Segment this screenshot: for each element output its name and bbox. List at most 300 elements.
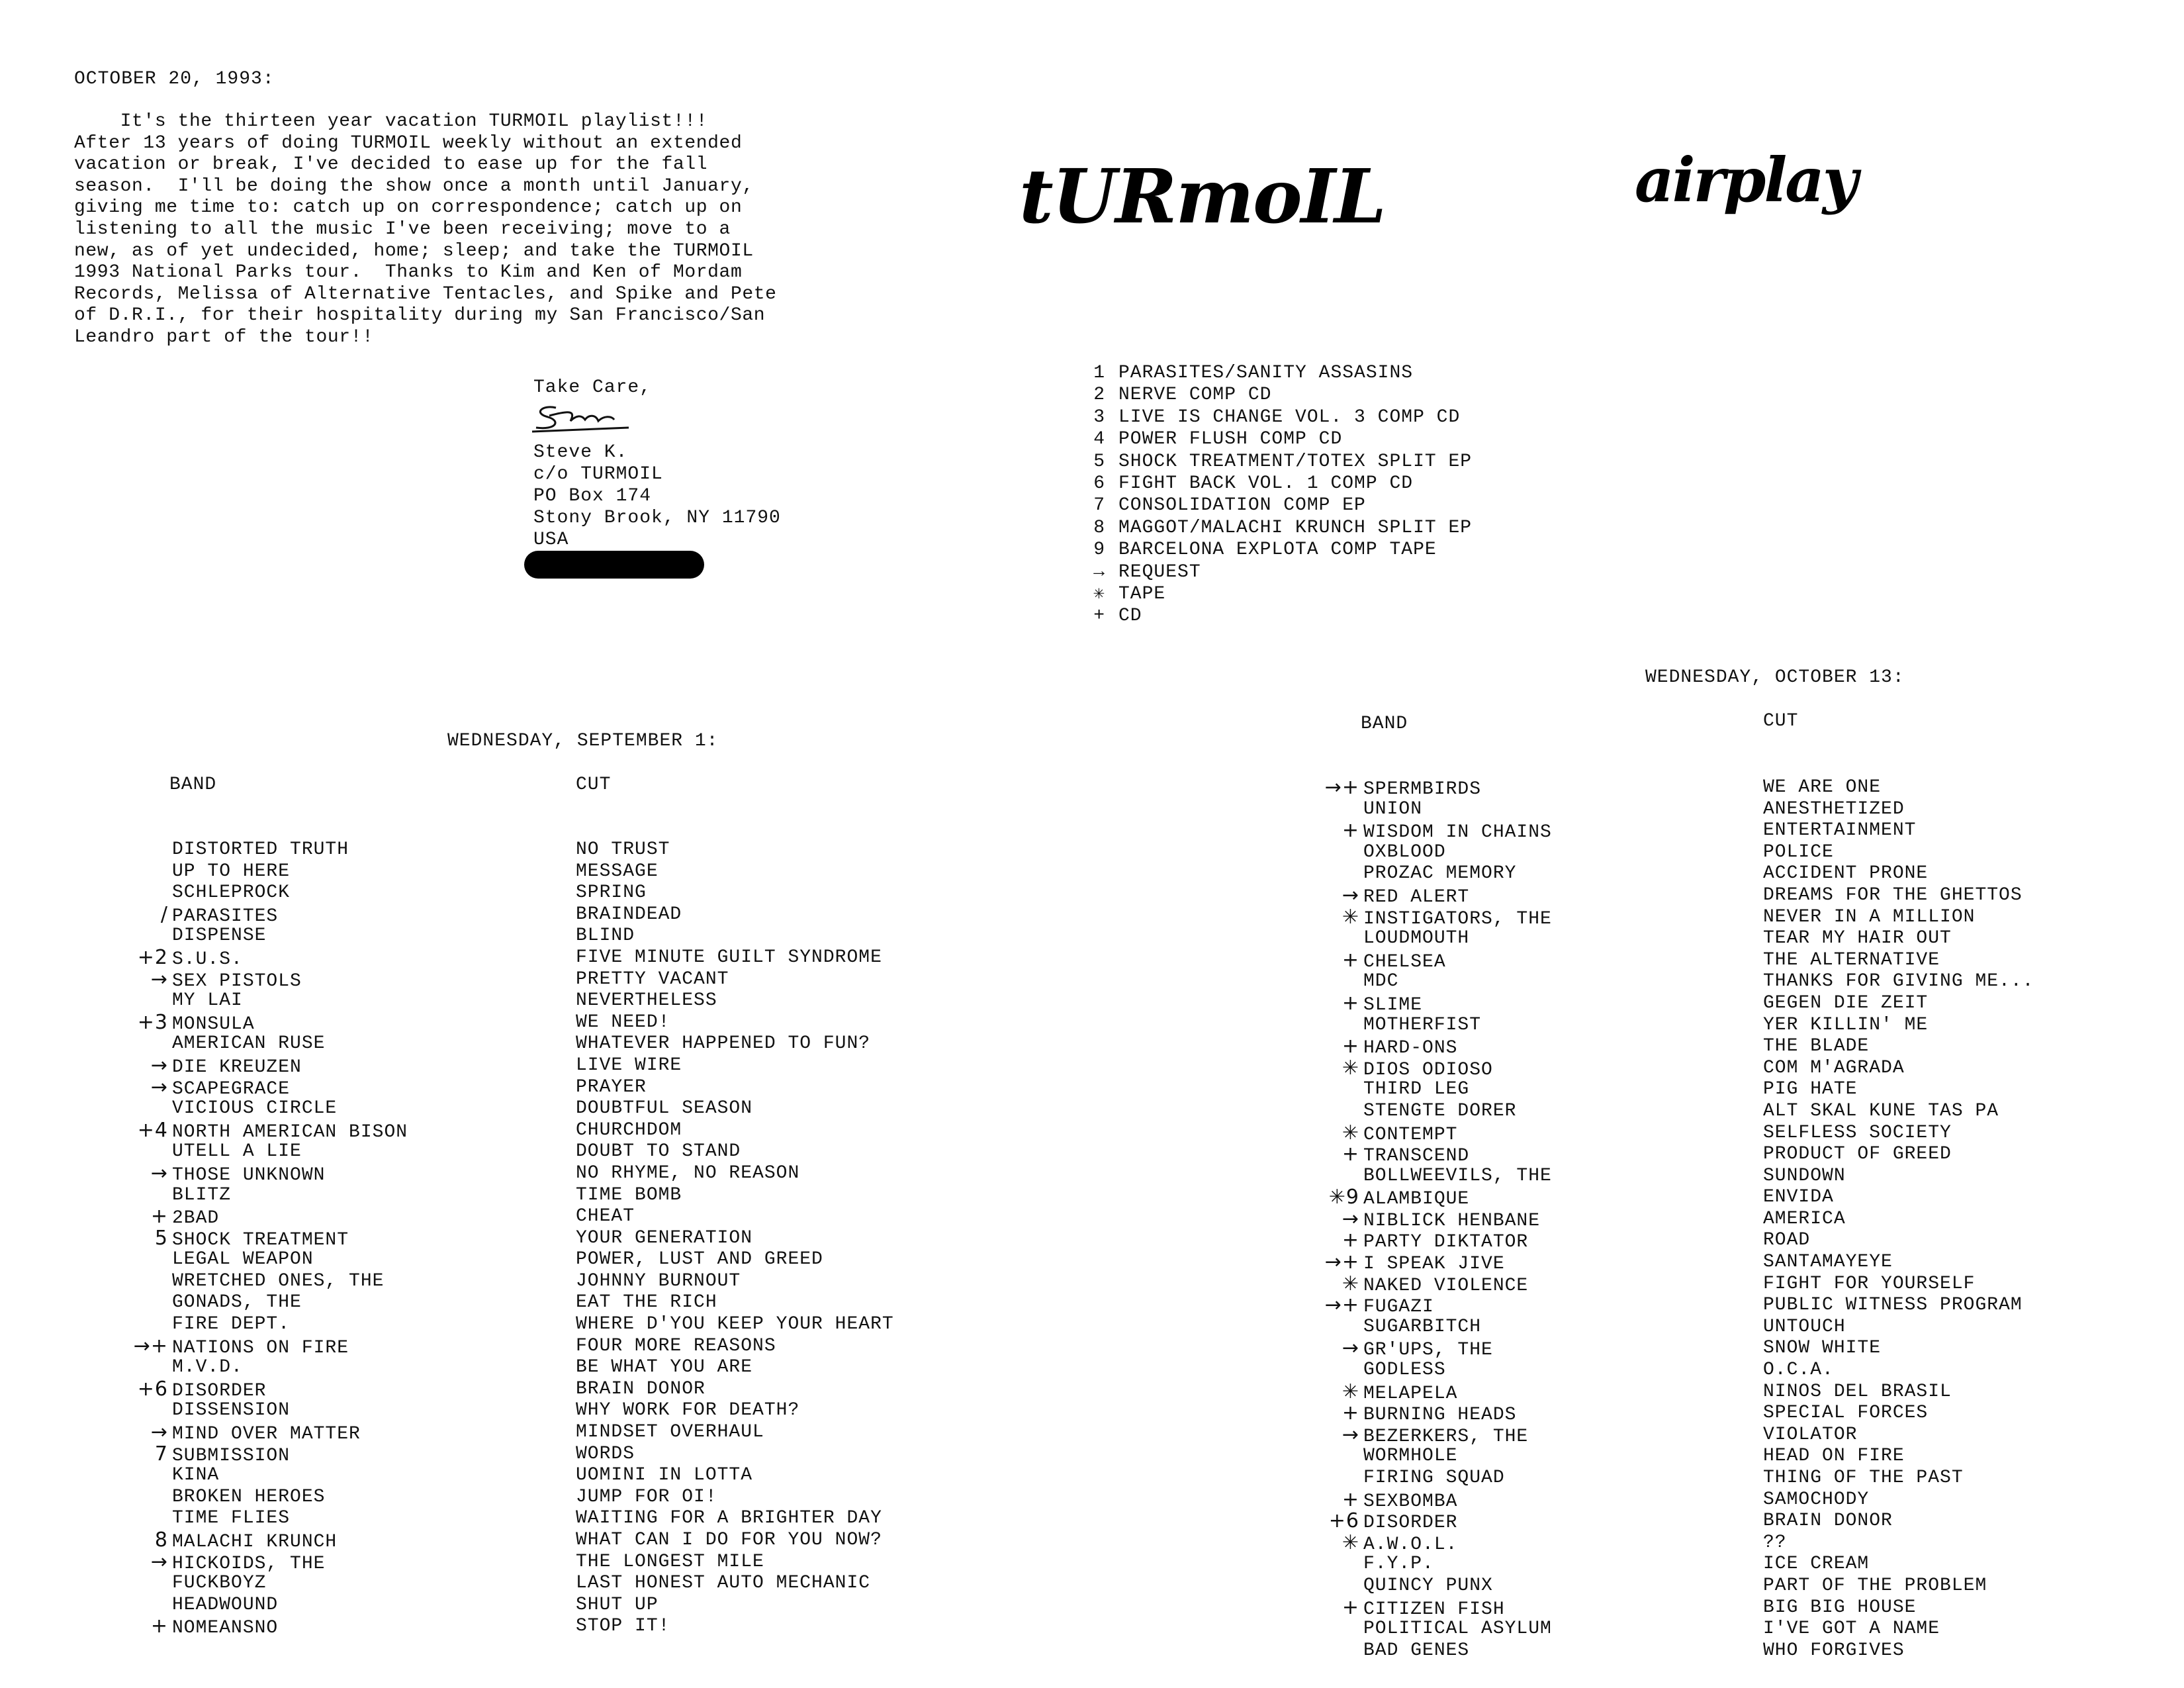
cut-title: FIVE MINUTE GUILT SYNDROME [576,947,882,968]
airplay-text: PARASITES/SANITY ASSASINS [1118,363,1414,383]
cut-title: ICE CREAM [1763,1554,1870,1575]
cut-title: PIG HATE [1763,1079,1858,1100]
playlist-row [102,1421,764,1445]
airplay-mark: 7 [1093,495,1105,516]
playlist-mark: →+ [1324,1250,1359,1274]
airplay-mark: 2 [1093,385,1105,406]
band-name: BURNING HEADS [1363,1405,1517,1426]
letter-line: Leandro part of the tour!! [74,326,374,348]
playlist-row [1293,1100,1999,1123]
cut-title: THE LONGEST MILE [576,1551,764,1572]
cut-title: STOP IT! [576,1616,670,1637]
airplay-mark: 1 [1093,363,1105,383]
band-name: SHOCK TREATMENT [172,1229,349,1250]
band-name: SCAPEGRACE [172,1078,291,1100]
cut-title: EAT THE RICH [576,1292,717,1313]
band-name: PARASITES [172,906,279,927]
band-name: MALACHI KRUNCH [172,1532,338,1552]
band-name: VICIOUS CIRCLE [172,1098,338,1119]
playlist-mark: ✳ [1342,1272,1359,1295]
cut-title: WHY WORK FOR DEATH? [576,1400,800,1421]
playlist-row [102,1508,882,1530]
cut-title: BRAIN DONOR [576,1378,705,1399]
band-name: 2BAD [172,1208,220,1229]
band-name: PROZAC MEMORY [1363,863,1517,884]
cut-title: WHATEVER HAPPENED TO FUN? [576,1033,871,1055]
turmoil-logo: tURmoIL [1019,154,1385,240]
playlist-mark: +6 [137,1377,168,1401]
airplay-text: POWER FLUSH COMP CD [1118,429,1343,450]
cut-title: NEVERTHELESS [576,990,717,1011]
airplay-item [1059,473,1472,495]
redacted-phone [524,551,704,579]
cut-title: ?? [1763,1532,1787,1553]
cut-title: BIG BIG HOUSE [1763,1597,1917,1618]
band-name: UP TO HERE [172,861,291,882]
address-line: PO Box 174 [533,486,652,506]
letter-date: OCTOBER 20, 1993: [74,69,275,89]
cut-title: PUBLIC WITNESS PROGRAM [1763,1295,2023,1316]
playlist-row [1293,1165,1846,1188]
band-name: BLITZ [172,1184,232,1205]
band-name: LOUDMOUTH [1363,928,1470,949]
cut-title: LAST HONEST AUTO MECHANIC [576,1573,871,1594]
band-name: NIBLICK HENBANE [1363,1210,1541,1231]
band-name: THOSE UNKNOWN [172,1164,326,1186]
playlist-mark: + [1342,991,1359,1015]
cut-title: WAITING FOR A BRIGHTER DAY [576,1508,882,1529]
cut-title: PRODUCT OF GREED [1763,1144,1952,1165]
sept-cut-header: CUT [576,774,612,795]
cut-title: TIME BOMB [576,1184,682,1205]
playlist-row [1293,1014,1929,1037]
airplay-text: REQUEST [1118,561,1201,583]
band-name: FIRE DEPT. [172,1314,291,1335]
playlist-row [1293,1360,1834,1382]
band-name: BOLLWEEVILS, THE [1363,1165,1552,1186]
playlist-row [102,967,729,992]
band-name: NOMEANSNO [172,1618,279,1639]
playlist-row [102,1594,659,1617]
playlist-row [102,925,635,947]
playlist-mark: +4 [137,1118,168,1142]
playlist-row [102,1357,753,1379]
address-line: Stony Brook, NY 11790 [533,508,781,528]
cut-title: THING OF THE PAST [1763,1468,1964,1488]
playlist-mark: + [150,1205,168,1229]
playlist-row [102,945,882,970]
band-name: DISSENSION [172,1400,291,1421]
oct-band-header: BAND [1361,714,1408,734]
playlist-mark: + [1342,1229,1359,1252]
playlist-row [1293,928,1952,950]
band-name: POLITICAL ASYLUM [1363,1618,1552,1640]
cut-title: SPECIAL FORCES [1763,1403,1929,1424]
airplay-list [1059,363,1472,628]
airplay-mark: 5 [1093,451,1105,472]
cut-title: MINDSET OVERHAUL [576,1422,764,1443]
playlist-row [102,1270,741,1293]
playlist-mark: + [1342,819,1359,843]
band-name: FUGAZI [1363,1297,1434,1318]
playlist-row [102,1528,882,1552]
airplay-item [1059,606,1472,628]
oct-heading: WEDNESDAY, OCTOBER 13: [1645,667,1905,688]
playlist-row [102,1292,717,1314]
band-name: BROKEN HEROES [172,1486,326,1507]
airplay-mark: 4 [1093,429,1105,450]
playlist-mark: → [1342,1207,1359,1231]
cut-title: ALT SKAL KUNE TAS PA [1763,1100,1999,1121]
band-name: INSTIGATORS, THE [1363,908,1552,929]
playlist-row [102,1615,670,1639]
airplay-text: MAGGOT/MALACHI KRUNCH SPLIT EP [1118,517,1473,538]
band-name: SCHLEPROCK [172,882,291,904]
cut-title: BRAIN DONOR [1763,1511,1893,1532]
letter-line: 1993 National Parks tour. Thanks to Kim and Ken of Mordam [74,262,743,283]
playlist-row [1293,1640,1905,1662]
band-name: S.U.S. [172,949,243,970]
cut-title: CHEAT [576,1206,635,1227]
cut-title: AMERICA [1763,1208,1846,1229]
letter-line: giving me time to: catch up on correspondence; catch up on [74,197,743,218]
band-name: MY LAI [172,990,243,1011]
band-name: DISORDER [172,1380,267,1401]
band-name: MONSULA [172,1013,255,1035]
playlist-row [102,1141,741,1163]
playlist-mark: + [1342,1487,1359,1511]
cut-title: LIVE WIRE [576,1055,682,1076]
playlist-row [1293,1487,1870,1512]
playlist-row [1293,1250,1893,1275]
playlist-mark: ✳ [1342,1121,1359,1145]
cut-title: DOUBT TO STAND [576,1141,741,1162]
airplay-text: CD [1118,606,1142,627]
band-name: GONADS, THE [172,1292,302,1313]
band-name: OXBLOOD [1363,841,1446,863]
playlist-row [102,1486,717,1509]
airplay-item [1059,407,1472,429]
cut-title: SELFLESS SOCIETY [1763,1122,1952,1143]
airplay-mark: ✳ [1093,583,1105,604]
band-name: DISTORTED TRUTH [172,839,349,860]
playlist-row [102,1442,635,1466]
band-name: M.V.D. [172,1357,243,1378]
band-name: CITIZEN FISH [1363,1599,1505,1620]
cut-title: UOMINI IN LOTTA [576,1465,753,1486]
letter-line: of D.R.I., for their hospitality during my San Francisco/San [74,305,766,326]
signature [529,401,635,434]
cut-title: UNTOUCH [1763,1316,1846,1337]
playlist-mark: → [150,1550,168,1573]
band-name: TRANSCEND [1363,1146,1470,1167]
band-name: PARTY DIKTATOR [1363,1232,1529,1253]
cut-title: ROAD [1763,1230,1811,1251]
playlist-row [1293,1229,1811,1253]
band-name: RED ALERT [1363,886,1470,908]
playlist-row [102,1334,776,1358]
band-name: LEGAL WEAPON [172,1249,314,1270]
cut-title: WE ARE ONE [1763,777,1882,798]
letter-line: season. I'll be doing the show once a month until January, [74,175,754,197]
playlist-row [102,1075,647,1100]
airplay-mark: 3 [1093,406,1105,428]
cut-title: JOHNNY BURNOUT [576,1270,741,1291]
band-name: STENGTE DORER [1363,1100,1517,1121]
playlist-row [1293,863,1929,885]
band-name: QUINCY PUNX [1363,1575,1493,1596]
playlist-row [1293,819,1917,843]
cut-title: DOUBTFUL SEASON [576,1098,753,1119]
cut-title: HEAD ON FIRE [1763,1446,1905,1467]
playlist-row [102,1053,682,1078]
playlist-row [1293,1468,1964,1489]
airplay-mark: + [1093,606,1105,627]
band-name: THIRD LEG [1363,1079,1470,1100]
cut-title: CHURCHDOM [576,1119,682,1141]
playlist-row [1293,1423,1858,1447]
band-name: SUGARBITCH [1363,1316,1482,1337]
airplay-text: CONSOLIDATION COMP EP [1118,495,1366,516]
playlist-row [102,882,647,904]
airplay-item [1059,363,1472,385]
airplay-item [1059,562,1472,584]
cut-title: VIOLATOR [1763,1424,1858,1445]
airplay-item [1059,539,1472,561]
sept-band-header: BAND [169,774,217,795]
playlist-mark: →+ [133,1334,168,1358]
playlist-row [1293,1121,1952,1145]
playlist-row [1293,948,1940,972]
cut-title: POWER, LUST AND GREED [576,1249,823,1270]
cut-title: PRETTY VACANT [576,968,729,990]
cut-title: SHUT UP [576,1594,659,1615]
playlist-row [102,1205,635,1229]
band-name: FIRING SQUAD [1363,1468,1505,1488]
playlist-row [102,1184,682,1207]
playlist-row [1293,1316,1846,1338]
playlist-row [1293,1595,1917,1620]
airplay-text: BARCELONA EXPLOTA COMP TAPE [1118,539,1437,561]
playlist-row [1293,905,1976,929]
playlist-row [102,861,659,883]
oct-table [1293,776,2034,1662]
cut-title: I'VE GOT A NAME [1763,1618,1940,1640]
playlist-row [1293,1380,1952,1404]
band-name: SEXBOMBA [1363,1491,1458,1512]
playlist-row [102,1118,682,1143]
band-name: TIME FLIES [172,1508,291,1529]
cut-title: ENTERTAINMENT [1763,820,1917,841]
band-name: SLIME [1363,994,1423,1015]
playlist-row [102,839,670,861]
playlist-row [1293,1035,1870,1059]
playlist-row [1293,1618,1940,1640]
playlist-mark: + [1342,948,1359,972]
letter-line: new, as of yet undecided, home; sleep; and take the TURMOIL [74,240,754,261]
cut-title: NINOS DEL BRASIL [1763,1381,1952,1402]
playlist-row [102,1465,753,1487]
playlist-mark: ✳ [1342,1530,1359,1554]
address-line: c/o TURMOIL [533,464,663,485]
playlist-mark: 7 [154,1442,168,1466]
cut-title: WHO FORGIVES [1763,1640,1905,1661]
airplay-text: LIVE IS CHANGE VOL. 3 COMP CD [1118,406,1461,428]
cut-title: WHERE D'YOU KEEP YOUR HEART [576,1314,894,1335]
airplay-item [1059,429,1472,451]
band-name: I SPEAK JIVE [1363,1254,1505,1275]
playlist-row [102,1400,800,1422]
band-name: BAD GENES [1363,1640,1470,1661]
playlist-row [1293,1143,1952,1167]
airplay-item [1059,584,1472,606]
band-name: MELAPELA [1363,1383,1458,1404]
band-name: HEADWOUND [172,1594,279,1615]
playlist-row [1293,841,1834,864]
band-name: A.W.O.L. [1363,1534,1458,1555]
cut-title: PRAYER [576,1076,647,1098]
playlist-mark: 5 [154,1226,168,1250]
cut-title: MESSAGE [576,861,659,882]
playlist-row [1293,1401,1929,1426]
playlist-mark: ✳ [1342,1056,1359,1080]
playlist-row [1293,1186,1834,1210]
playlist-row [1293,1079,1858,1101]
band-name: UNION [1363,798,1423,820]
band-name: DIOS ODIOSO [1363,1059,1493,1080]
letter-line: After 13 years of doing TURMOIL weekly without an extended [74,132,743,154]
playlist-row [1293,1530,1787,1555]
letter-address [533,442,781,551]
playlist-row [102,1377,705,1401]
playlist-mark: → [150,1053,168,1077]
playlist-row [102,902,682,927]
band-name: WORMHOLE [1363,1446,1458,1467]
playlist-row [1293,1293,2023,1318]
sept-heading: WEDNESDAY, SEPTEMBER 1: [447,731,719,751]
letter-line: It's the thirteen year vacation TURMOIL playlist!!! [74,111,708,132]
playlist-mark: ✳ [1342,905,1359,929]
airplay-item [1059,385,1472,406]
playlist-row [1293,798,1905,821]
playlist-mark: / [160,902,168,926]
playlist-mark: +6 [1328,1509,1359,1533]
cut-title: FOUR MORE REASONS [576,1335,776,1356]
playlist-mark: → [1342,1423,1359,1446]
band-name: GR'UPS, THE [1363,1340,1493,1361]
playlist-row [1293,1272,1976,1296]
letter-closing: Take Care, [533,377,652,398]
airplay-text: TAPE [1118,583,1166,604]
cut-title: SNOW WHITE [1763,1338,1882,1359]
band-name: KINA [172,1465,220,1486]
playlist-mark: + [1342,1035,1359,1058]
cut-title: ANESTHETIZED [1763,798,1905,820]
cut-title: BLIND [576,925,635,947]
cut-title: ACCIDENT PRONE [1763,863,1929,884]
cut-title: NEVER IN A MILLION [1763,906,1976,927]
cut-title: BE WHAT YOU ARE [576,1357,753,1378]
playlist-mark: +3 [137,1010,168,1034]
airplay-item [1059,518,1472,539]
playlist-mark: → [150,967,168,991]
letter-body [74,111,777,349]
playlist-row [102,1249,823,1271]
cut-title: POLICE [1763,841,1834,863]
band-name: DISPENSE [172,925,267,947]
cut-title: SUNDOWN [1763,1165,1846,1186]
band-name: ALAMBIQUE [1363,1189,1470,1210]
playlist-row [1293,1554,1870,1575]
playlist-row [1293,971,2034,993]
cut-title: THANKS FOR GIVING ME... [1763,971,2034,992]
playlist-mark: ✳ [1342,1380,1359,1403]
letter-line: vacation or break, I've decided to ease up for the fall [74,154,708,175]
playlist-row [102,1550,764,1574]
playlist-row [1293,991,1929,1015]
band-name: AMERICAN RUSE [172,1033,326,1055]
band-name: CHELSEA [1363,951,1446,972]
band-name: DISORDER [1363,1513,1458,1534]
cut-title: WORDS [576,1443,635,1464]
playlist-row [102,1226,753,1250]
airplay-mark: 9 [1093,539,1105,561]
cut-title: NO TRUST [576,839,670,860]
playlist-mark: + [1342,1401,1359,1425]
airplay-text: SHOCK TREATMENT/TOTEX SPLIT EP [1118,451,1473,472]
cut-title: JUMP FOR OI! [576,1486,717,1507]
band-name: WISDOM IN CHAINS [1363,822,1552,843]
playlist-mark: +2 [137,945,168,969]
cut-title: O.C.A. [1763,1360,1834,1381]
band-name: MDC [1363,971,1399,992]
cut-title: GEGEN DIE ZEIT [1763,992,1929,1013]
band-name: UTELL A LIE [172,1141,302,1162]
playlist-row [102,1098,753,1120]
airplay-mark: 8 [1093,517,1105,538]
letter-line: Records, Melissa of Alternative Tentacles, and Spike and Pete [74,283,777,305]
cut-title: YER KILLIN' ME [1763,1014,1929,1035]
playlist-mark: →+ [1324,776,1359,799]
airplay-item [1059,495,1472,517]
band-name: HICKOIDS, THE [172,1553,326,1574]
playlist-mark: ✳9 [1328,1186,1359,1209]
band-name: GODLESS [1363,1360,1446,1381]
band-name: F.Y.P. [1363,1554,1434,1575]
playlist-row [1293,776,1882,800]
playlist-row [102,1033,871,1055]
playlist-mark: → [150,1421,168,1444]
cut-title: DREAMS FOR THE GHETTOS [1763,884,2023,906]
cut-title: SPRING [576,882,647,904]
airplay-text: NERVE COMP CD [1118,385,1272,406]
playlist-row [102,1314,894,1336]
oct-cut-header: CUT [1763,711,1799,731]
playlist-row [1293,1207,1846,1231]
band-name: NORTH AMERICAN BISON [172,1121,408,1143]
cut-title: YOUR GENERATION [576,1227,753,1248]
band-name: SUBMISSION [172,1445,291,1466]
playlist-mark: → [1342,883,1359,907]
playlist-row [102,1161,800,1186]
cut-title: COM M'AGRADA [1763,1057,1905,1078]
playlist-mark: + [150,1615,168,1638]
playlist-mark: → [150,1075,168,1099]
cut-title: FIGHT FOR YOURSELF [1763,1273,1976,1294]
band-name: FUCKBOYZ [172,1573,267,1594]
band-name: SPERMBIRDS [1363,779,1482,800]
cut-title: PART OF THE PROBLEM [1763,1575,1987,1596]
